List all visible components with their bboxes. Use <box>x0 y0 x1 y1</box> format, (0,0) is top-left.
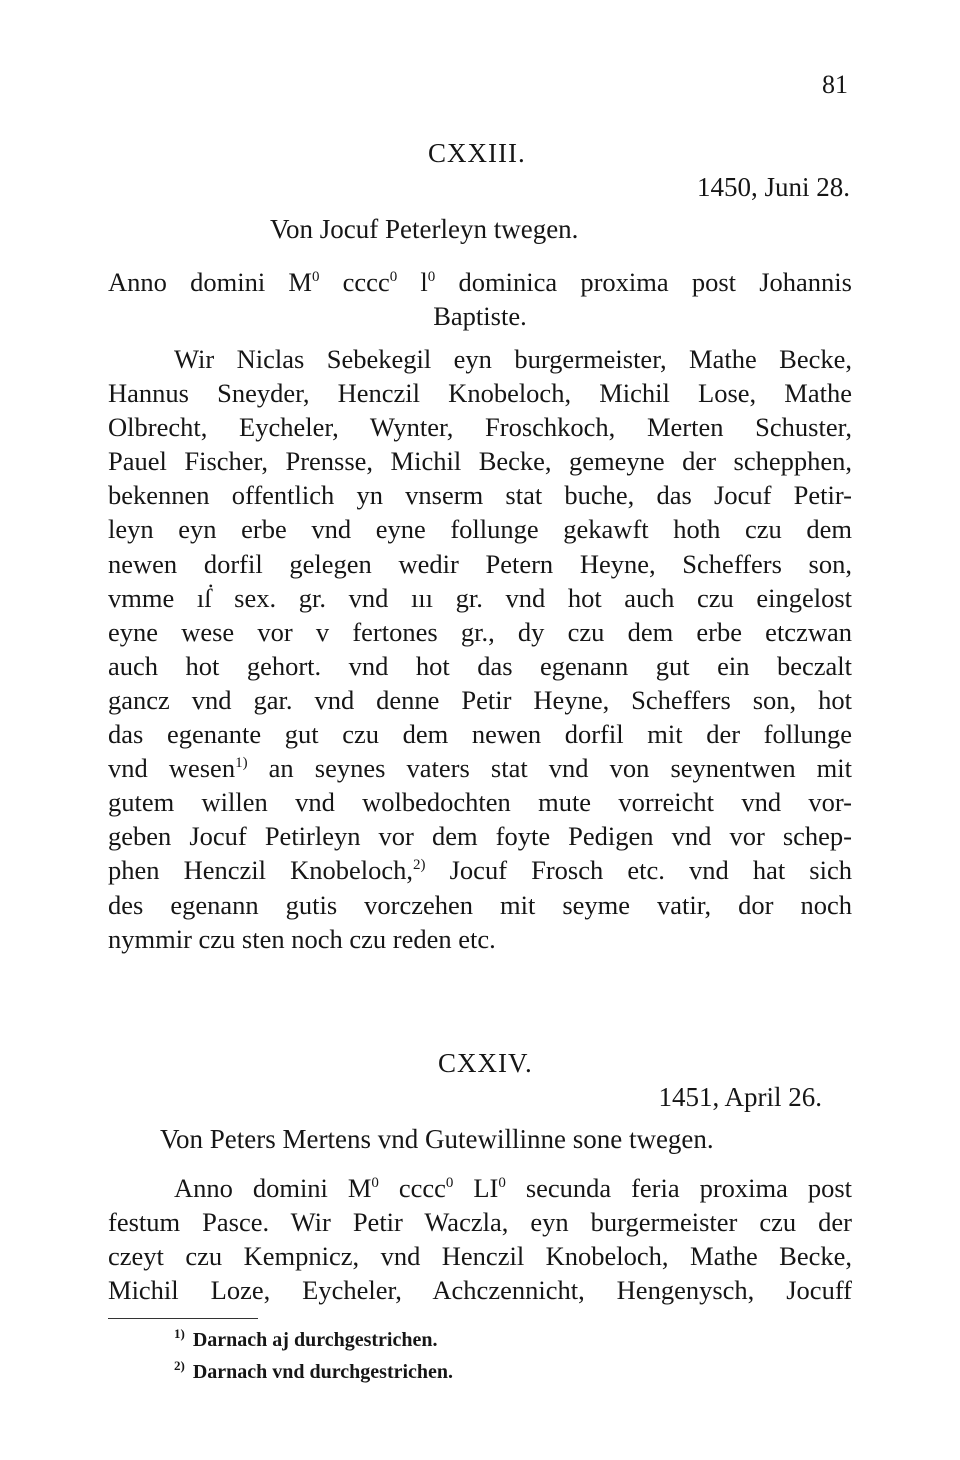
page-number: 81 <box>822 70 848 99</box>
document-body <box>108 342 852 956</box>
text-line: gutem willen vnd wolbedochten mute vorreicht vnd vor- <box>108 787 852 818</box>
text-line: Wir Niclas Sebekegil eyn burgermeister, Mathe Becke, <box>174 344 852 374</box>
footnote <box>174 1324 453 1356</box>
document-date: 1450, Juni 28. <box>696 172 850 202</box>
text-line: des egenann gutis vorczehen mit seyme vatir, dor noch <box>108 889 852 920</box>
text-line: leyn eyn erbe vnd eyne follunge gekawft hoth czu dem <box>108 514 852 545</box>
intro-line: Anno domini $M^0$ cccc$^0$ $l^0$ dominica proxima post Johannis <box>108 267 852 297</box>
document-number: CXXIV. <box>438 1048 533 1078</box>
document-body <box>108 1171 852 1307</box>
footnote-text: Darnach aj durchgestrichen. <box>192 1329 438 1351</box>
text-line: Hannus Sneyder, Henczil Knobeloch, Michil Lose, Mathe <box>108 378 852 409</box>
text-line: Anno domini $M^0$ cccc$^0$ $LI^0$ secunda feria proxima post <box>174 1173 852 1203</box>
text-line: bekennen offentlich yn vnserm stat buche, das Jocuf Petir- <box>108 480 852 511</box>
footnotes <box>174 1324 453 1388</box>
document-date: 1451, April 26. <box>658 1082 822 1112</box>
text-line: auch hot gehort. vnd hot das egenann gut ein beczalt <box>108 650 852 681</box>
text-line: festum Pasce. Wir Petir Waczla, eyn burgermeister czu der <box>108 1207 852 1238</box>
footnote-ref: 1) <box>235 755 248 772</box>
footnote-text: Darnach vnd durchgestrichen. <box>192 1361 454 1383</box>
text-line: geben Jocuf Petirleyn vor dem foyte Pedigen vnd vor schep- <box>108 821 852 852</box>
text-line: phen Henczil Knobeloch,$^{2)}$ Jocuf Frosch etc. vnd hat sich <box>108 855 852 886</box>
document-heading: Von Jocuf Peterleyn twegen. <box>270 214 579 244</box>
text-line: Michil Loze, Eycheler, Achczennicht, Hengenysch, Jocuff <box>108 1275 852 1306</box>
document-intro <box>108 265 852 333</box>
text-line: newen dorfil gelegen wedir Petern Heyne, Scheffers son, <box>108 548 852 579</box>
text-line: vmme ıẛ sex. gr. vnd ııı gr. vnd hot auch czu eingelost <box>108 582 852 613</box>
document-number: CXXIII. <box>428 138 526 168</box>
text-line: eyne wese vor v fertones gr., dy czu dem erbe etczwan <box>108 616 852 647</box>
footnote-mark: 1) <box>174 1326 185 1341</box>
text-line: Olbrecht, Eycheler, Wynter, Froschkoch, Merten Schuster, <box>108 412 852 443</box>
footnote-rule <box>108 1318 258 1319</box>
footnote-ref: 2) <box>413 857 426 874</box>
text-line: czeyt czu Kempnicz, vnd Henczil Knobeloch, Mathe Becke, <box>108 1241 852 1272</box>
document-heading: Von Peters Mertens vnd Gutewillinne sone twegen. <box>160 1124 714 1154</box>
footnote-mark: 2) <box>174 1358 185 1373</box>
text-line: gancz vnd gar. vnd denne Petir Heyne, Scheffers son, hot <box>108 684 852 715</box>
text-line: nymmir czu sten noch czu reden etc. <box>108 923 496 954</box>
text-line: Pauel Fischer, Prensse, Michil Becke, gemeyne der schepphen, <box>108 446 852 477</box>
intro-line: Baptiste. <box>433 301 527 332</box>
footnote <box>174 1356 453 1388</box>
text-line: vnd wesen$^{1)}$ an seynes vaters stat vnd von seynentwen mit <box>108 753 852 784</box>
text-line: das egenante gut czu dem newen dorfil mit der follunge <box>108 719 852 750</box>
